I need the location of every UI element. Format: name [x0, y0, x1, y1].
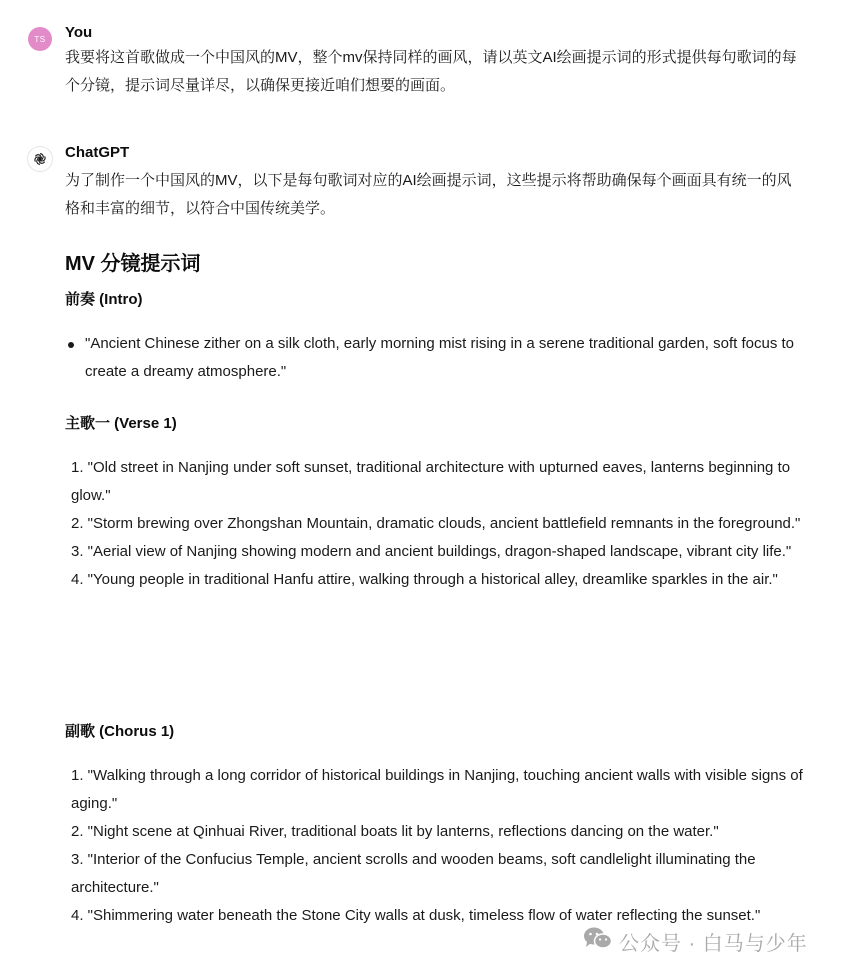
- user-message-text: 我要将这首歌做成一个中国风的MV，整个mv保持同样的画风，请以英文AI绘画提示词的形式提供每句歌词的每个分镜，提示词尽量详尽，以确保更接近咱们想要的画面。: [65, 49, 797, 94]
- list-item: 3. "Aerial view of Nanjing showing modern and ancient buildings, dragon-shaped landscape, vibrant city life.": [71, 543, 792, 560]
- wechat-watermark: [583, 926, 808, 956]
- list-item: "Ancient Chinese zither on a silk cloth, early morning mist rising in a serene traditional garden, soft focus to create a dreamy atmosphere.": [65, 330, 805, 386]
- list-item: 1. "Walking through a long corridor of historical buildings in Nanjing, touching ancient walls with visible signs of aging.": [71, 767, 803, 812]
- assistant-author-name: ChatGPT: [65, 144, 130, 161]
- assistant-intro-text: 为了制作一个中国风的MV，以下是每句歌词对应的AI绘画提示词，这些提示将帮助确保每个画面具有统一的风格和丰富的细节，以符合中国传统美学。: [65, 172, 792, 217]
- section-title-verse-1: 主歌一 (Verse 1): [65, 415, 177, 432]
- verse-1-prompt-list: [65, 454, 805, 594]
- bullet-icon: [68, 342, 74, 348]
- wechat-icon: [583, 926, 613, 956]
- user-author-name: You: [65, 24, 93, 41]
- chorus-1-prompt-list: [65, 762, 805, 930]
- section-title-intro: 前奏 (Intro): [65, 291, 143, 308]
- list-item: 4. "Young people in traditional Hanfu attire, walking through a historical alley, dreamlike sparkles in the air.": [71, 571, 778, 588]
- list-item: 3. "Interior of the Confucius Temple, ancient scrolls and wooden beams, soft candlelight illuminating the architecture.": [71, 851, 756, 896]
- list-item: 1. "Old street in Nanjing under soft sunset, traditional architecture with upturned eaves, lanterns beginning to glow.": [71, 459, 791, 504]
- user-avatar-initials: TS: [34, 34, 46, 44]
- response-heading: MV 分镜提示词: [65, 253, 201, 275]
- chatgpt-logo-icon: [27, 146, 53, 172]
- list-item: 4. "Shimmering water beneath the Stone City walls at dusk, timeless flow of water reflecting the sunset.": [71, 907, 761, 924]
- section-title-chorus-1: 副歌 (Chorus 1): [65, 723, 175, 740]
- user-avatar: [28, 27, 52, 51]
- list-item: 2. "Storm brewing over Zhongshan Mountain, dramatic clouds, ancient battlefield remnants in the foreground.": [71, 515, 801, 532]
- list-item: 2. "Night scene at Qinhuai River, traditional boats lit by lanterns, reflections dancing on the water.": [71, 823, 719, 840]
- watermark-text: 公众号 · 白马与少年: [619, 932, 808, 955]
- intro-prompt-list: [65, 330, 805, 386]
